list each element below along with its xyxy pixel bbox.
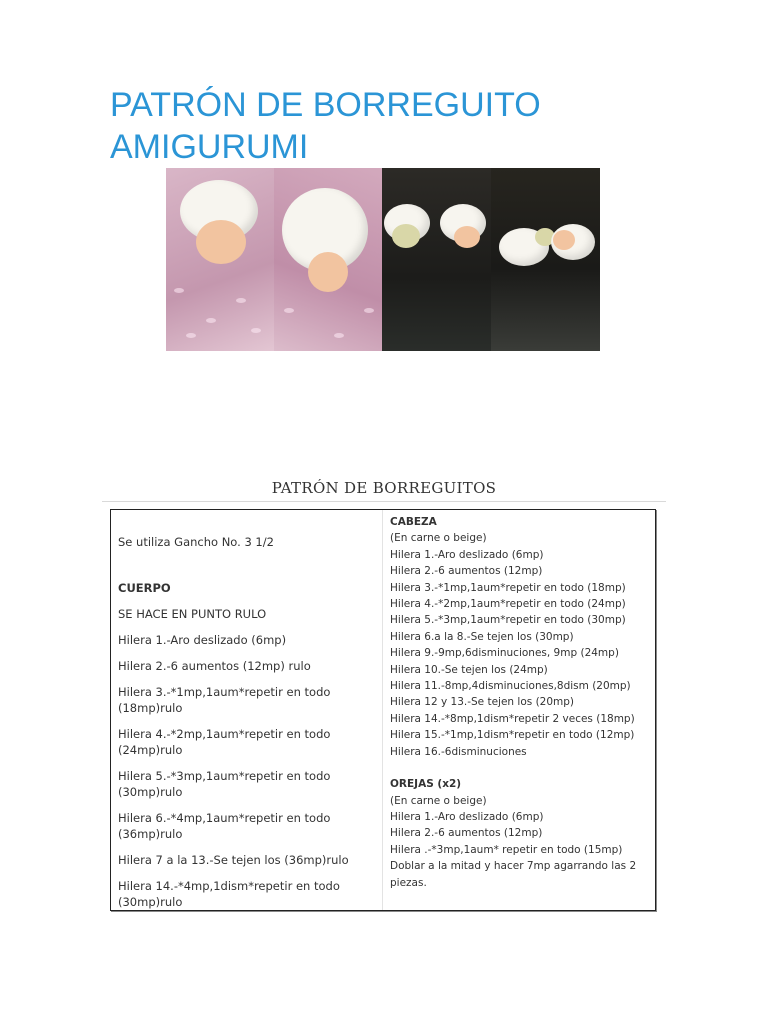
ears-line: Hilera .-*3mp,1aum* repetir en todo (15mp): [390, 843, 623, 856]
sheep-photo-4: [491, 168, 600, 351]
body-section-title: CUERPO: [118, 581, 171, 595]
body-line: Hilera 6.-*4mp,1aum*repetir en todo (36mp)rulo: [118, 811, 331, 841]
head-line: Hilera 16.-6disminuciones: [390, 745, 527, 758]
body-line: Hilera 4.-*2mp,1aum*repetir en todo (24mp)rulo: [118, 727, 331, 757]
head-line: Hilera 14.-*8mp,1dism*repetir 2 veces (18mp): [390, 712, 635, 725]
title-line-2: AMIGURUMI: [110, 128, 309, 166]
body-line: Hilera 5.-*3mp,1aum*repetir en todo (30mp)rulo: [118, 769, 331, 799]
head-line: (En carne o beige): [390, 532, 487, 545]
pattern-heading: PATRÓN DE BORREGUITOS: [271, 479, 497, 497]
sheep-photo-2: [274, 168, 382, 351]
head-ears-column: [383, 510, 655, 910]
body-line: Hilera 3.-*1mp,1aum*repetir en todo (18mp)rulo: [118, 685, 331, 715]
sheep-photo-3: [382, 168, 491, 351]
head-line: Hilera 1.-Aro deslizado (6mp): [390, 548, 544, 561]
body-line: Hilera 1.-Aro deslizado (6mp): [118, 633, 287, 647]
ears-line: Doblar a la mitad y hacer 7mp agarrando las 2: [390, 860, 637, 873]
body-line: Hilera 7 a la 13.-Se tejen los (36mp)rulo: [118, 853, 349, 867]
head-line: Hilera 5.-*3mp,1aum*repetir en todo (30mp): [390, 614, 626, 627]
photo-collage: [166, 168, 600, 351]
ears-line: piezas.: [390, 876, 427, 889]
ears-line: Hilera 2.-6 aumentos (12mp): [390, 827, 543, 840]
head-line: Hilera 6.a la 8.-Se tejen los (30mp): [390, 630, 574, 643]
head-line: Hilera 10.-Se tejen los (24mp): [390, 663, 548, 676]
head-line: Hilera 4.-*2mp,1aum*repetir en todo (24mp): [390, 598, 626, 611]
page-title: [110, 84, 670, 168]
ears-line: (En carne o beige): [390, 794, 487, 807]
head-line: Hilera 3.-*1mp,1aum*repetir en todo (18mp): [390, 581, 626, 594]
body-line: Hilera 14.-*4mp,1dism*repetir en todo (30mp)rulo: [118, 879, 340, 909]
ears-section-title: OREJAS (x2): [390, 778, 462, 791]
pattern-table: [110, 509, 656, 911]
head-line: Hilera 11.-8mp,4disminuciones,8dism (20mp): [390, 680, 631, 693]
body-line: Hilera 2.-6 aumentos (12mp) rulo: [118, 659, 311, 673]
body-column: [111, 510, 383, 910]
hook-size-text: Se utiliza Gancho No. 3 1/2: [118, 535, 274, 549]
ears-line: Hilera 1.-Aro deslizado (6mp): [390, 810, 544, 823]
head-line: Hilera 9.-9mp,6disminuciones, 9mp (24mp): [390, 647, 619, 660]
title-line-1: PATRÓN DE BORREGUITO: [110, 86, 541, 124]
head-line: Hilera 12 y 13.-Se tejen los (20mp): [390, 696, 575, 709]
body-line: SE HACE EN PUNTO RULO: [118, 607, 267, 621]
sheep-photo-1: [166, 168, 274, 351]
head-section-title: CABEZA: [390, 516, 437, 528]
pattern-heading-bar: [102, 478, 666, 502]
head-line: Hilera 15.-*1mp,1dism*repetir en todo (12mp): [390, 729, 635, 742]
head-line: Hilera 2.-6 aumentos (12mp): [390, 565, 543, 578]
